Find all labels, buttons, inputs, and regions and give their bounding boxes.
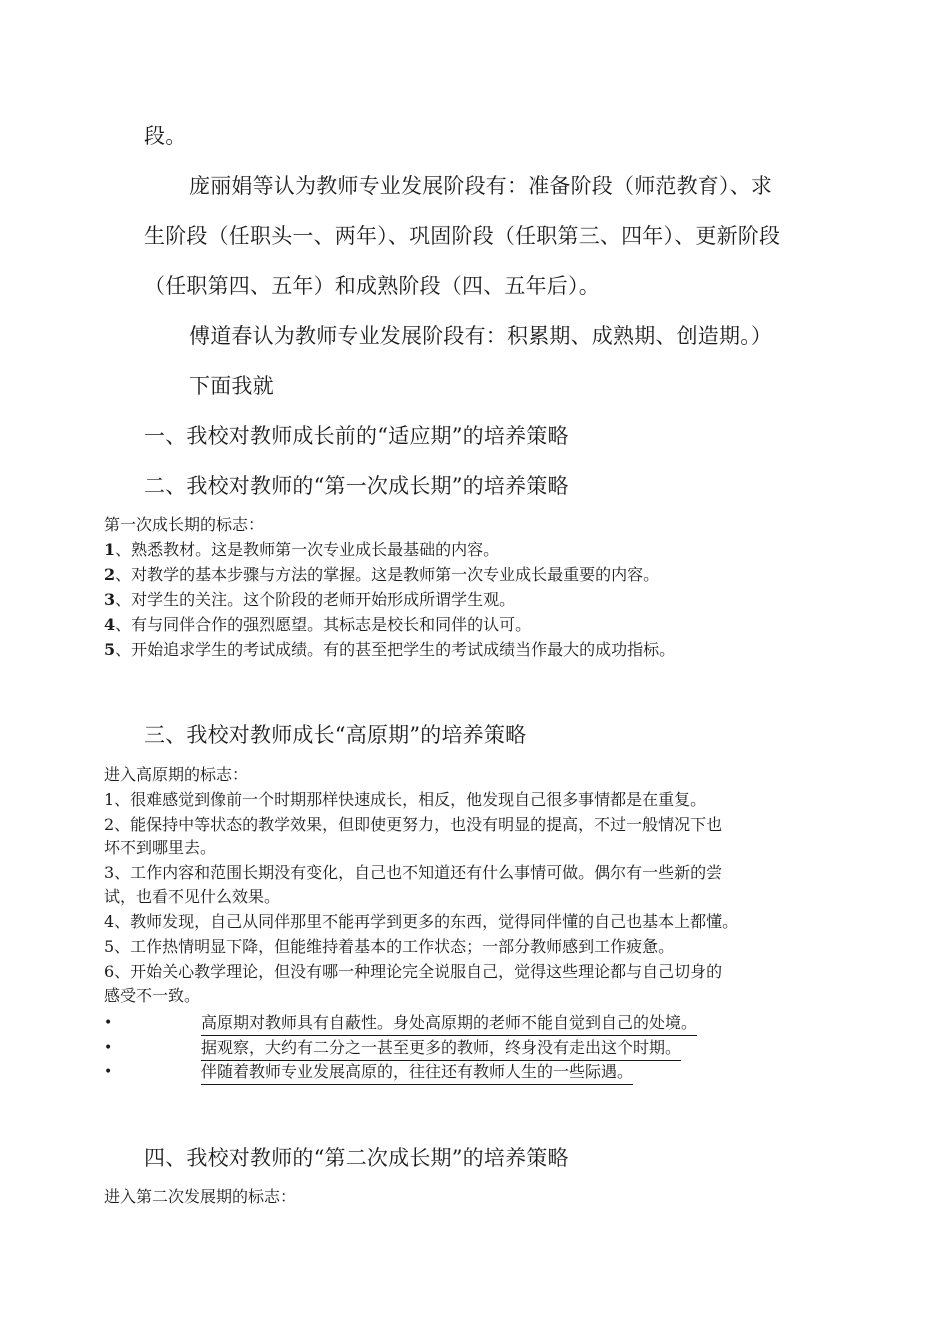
plateau-line: 2、能保持中等状态的教学效果，但即使更努力，也没有明显的提高，不过一般情况下也 xyxy=(104,815,723,834)
plateau-bullet: 高原期对教师具有自蔽性。身处高原期的老师不能自觉到自己的处境。 xyxy=(201,1012,697,1036)
growth1-item xyxy=(104,614,531,636)
paragraph-line: 下面我就 xyxy=(189,374,274,398)
plateau-line: 3、工作内容和范围长期没有变化，自己也不知道还有什么事情可做。偶尔有一些新的尝 xyxy=(104,863,723,882)
section-heading-1: 一、我校对教师成长前的“适应期”的培养策略 xyxy=(144,424,569,448)
plateau-line: 坏不到哪里去。 xyxy=(104,838,217,857)
item-text: 、熟悉教材。这是教师第一次专业成长最基础的内容。 xyxy=(115,540,500,559)
item-text: 、开始追求学生的考试成绩。有的甚至把学生的考试成绩当作最大的成功指标。 xyxy=(115,640,676,659)
plateau-line: 试，也看不见什么效果。 xyxy=(104,887,281,906)
paragraph-line: （任职第四、五年）和成熟阶段（四、五年后）。 xyxy=(144,274,600,298)
plateau-bullet: 据观察，大约有二分之一甚至更多的教师，终身没有走出这个时期。 xyxy=(201,1037,681,1061)
item-number: 5 xyxy=(104,640,116,659)
plateau-bullet: 伴随着教师专业发展高原的，往往还有教师人生的一些际遇。 xyxy=(201,1061,633,1085)
growth1-title: 第一次成长期的标志： xyxy=(104,515,265,534)
bullet-icon: • xyxy=(104,1015,113,1031)
section-heading-3: 三、我校对教师成长“高原期”的培养策略 xyxy=(144,723,527,747)
paragraph-line: 傅道春认为教师专业发展阶段有：积累期、成熟期、创造期。） xyxy=(189,324,773,348)
paragraph-line: 庞丽娟等认为教师专业发展阶段有：准备阶段（师范教育）、求 xyxy=(189,174,773,198)
section-heading-2: 二、我校对教师的“第一次成长期”的培养策略 xyxy=(144,474,569,498)
growth1-item xyxy=(104,564,659,586)
item-text: 、对学生的关注。这个阶段的老师开始形成所谓学生观。 xyxy=(115,590,516,609)
plateau-line: 4、教师发现，自己从同伴那里不能再学到更多的东西，觉得同伴懂的自己也基本上都懂。 xyxy=(104,912,739,931)
paragraph-line: 生阶段（任职头一、两年）、巩固阶段（任职第三、四年）、更新阶段 xyxy=(144,224,781,248)
bullet-icon: • xyxy=(104,1040,113,1056)
paragraph-fragment: 段。 xyxy=(144,124,187,148)
growth1-item xyxy=(104,639,675,661)
plateau-line: 5、工作热情明显下降，但能维持着基本的工作状态；一部分教师感到工作疲惫。 xyxy=(104,937,675,956)
growth1-item xyxy=(104,589,515,611)
bullet-icon: • xyxy=(104,1064,113,1080)
plateau-title: 进入高原期的标志： xyxy=(104,765,249,784)
item-number: 1 xyxy=(104,540,116,559)
item-text: 、对教学的基本步骤与方法的掌握。这是教师第一次专业成长最重要的内容。 xyxy=(115,565,660,584)
plateau-line: 1、很难感觉到像前一个时期那样快速成长，相反，他发现自己很多事情都是在重复。 xyxy=(104,790,707,809)
item-number: 2 xyxy=(104,565,116,584)
section-heading-4: 四、我校对教师的“第二次成长期”的培养策略 xyxy=(144,1146,569,1170)
item-number: 4 xyxy=(104,615,116,634)
growth2-title: 进入第二次发展期的标志： xyxy=(104,1187,297,1206)
growth1-item xyxy=(104,539,499,561)
plateau-line: 6、开始关心教学理论，但没有哪一种理论完全说服自己，觉得这些理论都与自己切身的 xyxy=(104,962,723,981)
item-text: 、有与同伴合作的强烈愿望。其标志是校长和同伴的认可。 xyxy=(115,615,532,634)
item-number: 3 xyxy=(104,590,116,609)
plateau-line: 感受不一致。 xyxy=(104,986,201,1005)
